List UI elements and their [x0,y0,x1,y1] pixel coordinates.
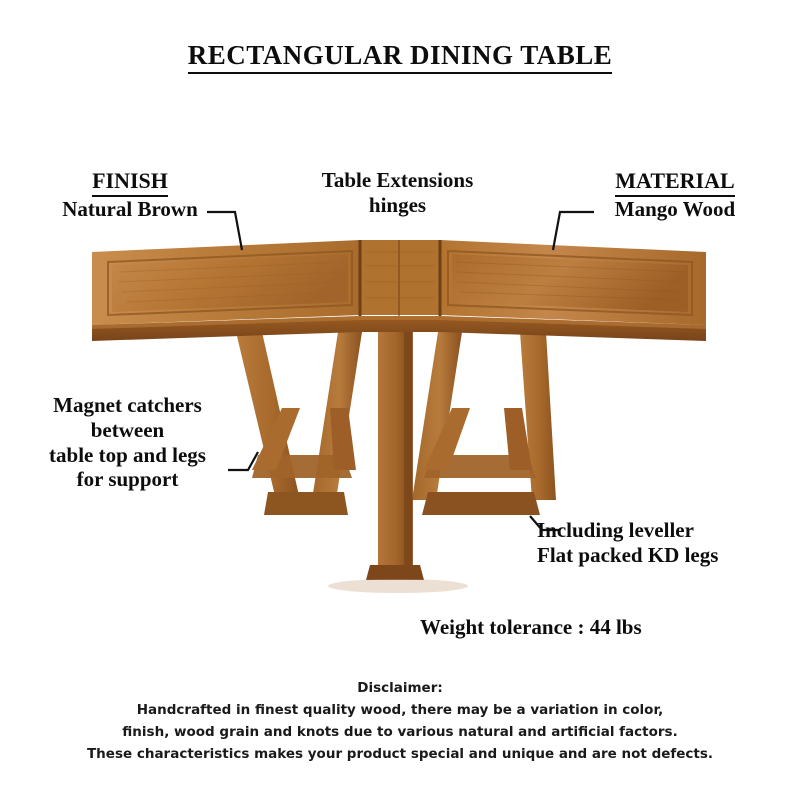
annotation-hinges [290,168,505,218]
disclaimer-line-1: Handcrafted in finest quality wood, there may be a variation in color, [136,701,664,718]
annotation-magnet-catchers [20,393,235,492]
annotation-leveller-line2: Flat packed KD legs [537,542,719,567]
disclaimer-block [0,678,800,765]
annotation-weight-text: Weight tolerance : 44 lbs [420,615,642,639]
annotation-magnet-line1: Magnet catchers [53,393,202,417]
disclaimer-heading: Disclaimer: [357,680,443,696]
annotation-material-value: Mango Wood [614,196,736,221]
page-title-text: RECTANGULAR DINING TABLE [188,40,613,74]
table-top [92,240,706,341]
annotation-material-header: MATERIAL [615,168,734,197]
annotation-finish [30,168,230,222]
annotation-hinges-line2: hinges [368,192,427,217]
annotation-leveller-line1: Including leveller [537,518,694,542]
annotation-finish-value: Natural Brown [62,196,198,221]
annotation-magnet-line3: table top and legs [49,442,206,467]
annotation-material [580,168,770,222]
annotation-magnet-line2: between [90,417,165,442]
table-base [236,330,556,593]
disclaimer-line-3: These characteristics makes your product special and unique and are not defects. [86,745,714,762]
annotation-weight-tolerance [420,615,730,640]
annotation-hinges-line1: Table Extensions [321,168,474,192]
disclaimer-line-2: finish, wood grain and knots due to various natural and artificial factors. [122,723,678,740]
annotation-finish-header: FINISH [92,168,168,197]
annotation-magnet-line4: for support [76,467,179,492]
annotation-leveller [537,518,787,568]
